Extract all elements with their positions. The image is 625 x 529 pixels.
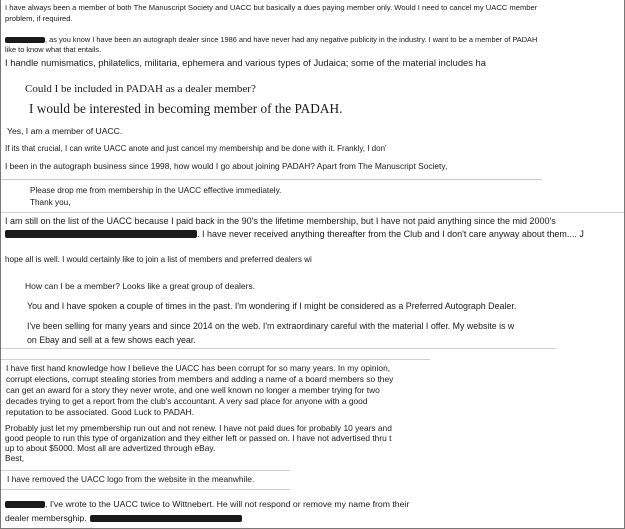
snippet-9 <box>0 298 625 316</box>
snippet-2 <box>0 124 150 139</box>
snippet-14-line-1-text: , I've wrote to the UACC twice to Wittnebert. He will not respond or remove my name from their <box>45 499 410 509</box>
snippet-12-line-4: Best, <box>5 453 25 463</box>
snippet-12-line-1: Probably just let my pmembership run out and not renew. I have not paid dues for probably 10 years and <box>5 423 392 433</box>
snippet-11-line-4: decades trying to get a report from the club's accountant. A very sad place for anyone with a good <box>6 396 368 406</box>
snippet-8-line-1: How can I be a member? Looks like a great group of dealers. <box>25 281 256 291</box>
snippet-11 <box>0 359 430 420</box>
snippet-1-line-2: problem, if required. <box>5 14 73 23</box>
snippet-13 <box>0 470 290 490</box>
snippet-11-line-1: I have first hand knowledge how I believe the UACC has been corrupt for so many years. In my opinion, <box>6 363 391 373</box>
snippet-3 <box>0 141 445 158</box>
snippet-1-line-3 <box>5 36 537 43</box>
snippet-11-line-2: corrupt elections, corrupt stealing stories from members and adding a name of a board members so they <box>6 374 394 384</box>
snippet-1 <box>0 0 625 123</box>
snippet-5 <box>0 182 320 211</box>
snippet-9-line-1: You and I have spoken a couple of times in the past. I'm wondering if I might be considered as a Preferred Autograph Dealer. <box>27 301 517 311</box>
snippet-12-line-3: up to about $5000. Most all are advertized through eBay. <box>5 443 216 453</box>
snippet-8 <box>0 278 290 294</box>
snippet-4 <box>0 157 542 180</box>
snippet-7 <box>0 252 365 270</box>
snippet-1-line-6: Could I be included in PADAH as a dealer member? <box>25 83 256 95</box>
snippet-12-line-2: good people to run this type of organization and they either left or passed on. I have not advertised thru t <box>5 433 392 443</box>
snippet-6-line-2 <box>5 230 584 239</box>
snippet-2-line-1: Yes, I am a member of UACC. <box>7 126 123 136</box>
snippet-1-line-4: like to know what that entails. <box>5 45 102 54</box>
snippet-6-line-2-text: . I have never received anything thereafter from the Club and I don't care anyway about them.... J <box>197 229 584 239</box>
snippet-11-line-5: reputation to be associated. Good Luck to PADAH. <box>6 407 194 417</box>
snippet-14-line-2 <box>5 514 242 523</box>
redaction-bar <box>5 230 197 238</box>
snippet-12 <box>0 420 440 468</box>
snippet-14 <box>0 495 625 529</box>
snippet-10 <box>0 317 556 349</box>
snippet-6 <box>0 212 625 243</box>
snippet-1-line-3-text: , as you know I have been an autograph dealer since 1986 and have never had any negative publicity in the industry. I want to be a member of PADAH <box>45 35 538 44</box>
snippet-14-line-2-text: dealer membersghip. <box>5 513 87 523</box>
snippet-1-line-1: I have always been a member of both The Manuscript Society and UACC but basically a dues paying member only. Would I need to cancel my UACC member <box>5 3 538 12</box>
redaction-bar <box>5 501 45 508</box>
snippet-1-line-7: I would be interested in becoming member of the PADAH. <box>29 101 343 116</box>
snippet-14-line-1 <box>5 500 409 509</box>
snippet-10-line-1: I've been selling for many years and since 2014 on the web. I'm extraordinary careful with the material I offer. My website is w <box>27 321 515 331</box>
redaction-bar <box>90 515 242 522</box>
snippet-6-line-1: I am still on the list of the UACC because I paid back in the 90's the lifetime membership, but I have not paid anything since the mid 2000's <box>5 216 556 226</box>
snippet-3-line-1: If its that crucial, I can write UACC anote and just cancel my membership and be done with it. Frankly, I don' <box>5 144 387 153</box>
snippet-11-line-3: can get an award for a story they never wrote, and one well known no longer a member trying for two <box>6 385 380 395</box>
redaction-bar <box>5 37 45 43</box>
snippet-5-line-2: Thank you, <box>30 198 71 207</box>
snippet-4-line-1: I been in the autograph business since 1998, how would I go about joining PADAH? Apart from The Manuscript Society, <box>5 161 448 171</box>
scan-edge-left <box>0 0 1 529</box>
snippet-5-line-1: Please drop me from membership in the UACC effective immediately. <box>30 186 282 195</box>
snippet-10-line-2: on Ebay and sell at a few shows each year. <box>27 335 196 345</box>
snippet-13-line-1: I have removed the UACC logo from the website in the meanwhile. <box>7 474 255 484</box>
snippet-1-line-5: I handle numismatics, philatelics, militaria, ephemera and various types of Judaica; some of the material includes ha <box>5 57 486 68</box>
snippet-7-line-1: hope all is well. I would certainly like to join a list of members and preferred dealers wi <box>5 255 312 264</box>
